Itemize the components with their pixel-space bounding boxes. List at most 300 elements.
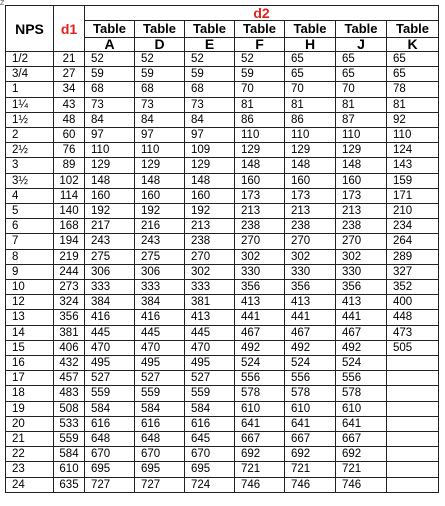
d1-cell: 273: [54, 280, 85, 295]
table-j-cell: 65: [336, 52, 387, 67]
table-e-cell: 559: [185, 386, 235, 401]
d1-cell: 114: [54, 188, 85, 203]
table-h-cell: 441: [285, 310, 336, 325]
nps-cell: 1¼: [6, 97, 54, 112]
table-h-cell: 467: [285, 325, 336, 340]
table-f-cell: 556: [235, 371, 285, 386]
table-a-cell: 52: [85, 52, 135, 67]
d1-cell: 457: [54, 371, 85, 386]
table-e-cell: 495: [185, 356, 235, 371]
table-e-cell: 381: [185, 295, 235, 310]
table-f-cell: 746: [235, 477, 285, 492]
table-row: [6, 462, 439, 477]
table-j-cell: 213: [336, 204, 387, 219]
table-k-cell: [387, 462, 439, 477]
table-a-cell: 727: [85, 477, 135, 492]
nps-cell: 3/4: [6, 67, 54, 82]
d1-cell: 610: [54, 462, 85, 477]
table-row: [6, 219, 439, 234]
table-e-cell: 527: [185, 371, 235, 386]
table-d-cell: 445: [135, 325, 185, 340]
table-row: [6, 112, 439, 127]
table-f-cell: 270: [235, 234, 285, 249]
table-e-cell: 333: [185, 280, 235, 295]
table-j-cell: 578: [336, 386, 387, 401]
table-d-cell: 68: [135, 82, 185, 97]
table-j-cell: 87: [336, 112, 387, 127]
table-a-cell: 670: [85, 447, 135, 462]
table-a-cell: 110: [85, 143, 135, 158]
table-f-cell: 413: [235, 295, 285, 310]
table-e-cell: 645: [185, 432, 235, 447]
table-k-cell: 65: [387, 52, 439, 67]
table-row: [6, 52, 439, 67]
table-row: [6, 401, 439, 416]
table-d-cell: 495: [135, 356, 185, 371]
table-j-cell: 746: [336, 477, 387, 492]
table-h-cell: 413: [285, 295, 336, 310]
table-k-cell: 264: [387, 234, 439, 249]
table-h-cell: 746: [285, 477, 336, 492]
table-k-cell: 81: [387, 97, 439, 112]
table-d-cell: 695: [135, 462, 185, 477]
table-j-cell: 302: [336, 249, 387, 264]
table-h-cell: 86: [285, 112, 336, 127]
table-row: [6, 447, 439, 462]
table-letter-h: H: [285, 38, 336, 52]
nps-cell: 23: [6, 462, 54, 477]
table-row: [6, 371, 439, 386]
table-d-cell: 275: [135, 249, 185, 264]
flange-dimension-table: [5, 5, 439, 493]
table-j-cell: 356: [336, 280, 387, 295]
nps-cell: 24: [6, 477, 54, 492]
table-a-cell: 129: [85, 158, 135, 173]
d1-cell: 102: [54, 173, 85, 188]
table-h-cell: 81: [285, 97, 336, 112]
table-row: [6, 67, 439, 82]
table-e-cell: 129: [185, 158, 235, 173]
table-f-cell: 610: [235, 401, 285, 416]
table-a-cell: 97: [85, 128, 135, 143]
table-j-cell: 129: [336, 143, 387, 158]
table-a-cell: 616: [85, 416, 135, 431]
table-f-cell: 173: [235, 188, 285, 203]
table-h-cell: 70: [285, 82, 336, 97]
table-row: [6, 310, 439, 325]
table-f-cell: 524: [235, 356, 285, 371]
d2-header: d2: [85, 6, 439, 21]
table-e-cell: 270: [185, 249, 235, 264]
nps-cell: 12: [6, 295, 54, 310]
d1-cell: 89: [54, 158, 85, 173]
table-d-cell: 559: [135, 386, 185, 401]
table-k-cell: 124: [387, 143, 439, 158]
table-e-cell: 302: [185, 264, 235, 279]
table-word-header: Table: [135, 21, 185, 38]
table-h-cell: 160: [285, 173, 336, 188]
table-h-cell: 173: [285, 188, 336, 203]
table-f-cell: 721: [235, 462, 285, 477]
table-f-cell: 641: [235, 416, 285, 431]
table-k-cell: 171: [387, 188, 439, 203]
table-f-cell: 692: [235, 447, 285, 462]
table-f-cell: 492: [235, 340, 285, 355]
nps-cell: 9: [6, 264, 54, 279]
table-row: [6, 128, 439, 143]
d1-cell: 381: [54, 325, 85, 340]
table-a-cell: 384: [85, 295, 135, 310]
table-k-cell: [387, 356, 439, 371]
nps-cell: 7: [6, 234, 54, 249]
table-d-cell: 470: [135, 340, 185, 355]
table-row: [6, 340, 439, 355]
table-a-cell: 416: [85, 310, 135, 325]
table-row: [6, 280, 439, 295]
table-d-cell: 527: [135, 371, 185, 386]
table-f-cell: 129: [235, 143, 285, 158]
table-a-cell: 160: [85, 188, 135, 203]
table-f-cell: 238: [235, 219, 285, 234]
nps-cell: 5: [6, 204, 54, 219]
table-d-cell: 216: [135, 219, 185, 234]
table-d-cell: 416: [135, 310, 185, 325]
table-h-cell: 610: [285, 401, 336, 416]
table-k-cell: 159: [387, 173, 439, 188]
table-f-cell: 110: [235, 128, 285, 143]
table-f-cell: 356: [235, 280, 285, 295]
table-f-cell: 160: [235, 173, 285, 188]
table-j-cell: 524: [336, 356, 387, 371]
table-j-cell: 173: [336, 188, 387, 203]
nps-cell: 8: [6, 249, 54, 264]
table-k-cell: 65: [387, 67, 439, 82]
nps-cell: 3½: [6, 173, 54, 188]
nps-cell: 17: [6, 371, 54, 386]
table-k-cell: 400: [387, 295, 439, 310]
table-h-cell: 524: [285, 356, 336, 371]
table-a-cell: 84: [85, 112, 135, 127]
table-letter-f: F: [235, 38, 285, 52]
table-a-cell: 695: [85, 462, 135, 477]
table-k-cell: [387, 386, 439, 401]
d1-cell: 34: [54, 82, 85, 97]
d1-cell: 168: [54, 219, 85, 234]
nps-cell: 19: [6, 401, 54, 416]
table-d-cell: 52: [135, 52, 185, 67]
table-j-cell: 330: [336, 264, 387, 279]
table-d-cell: 727: [135, 477, 185, 492]
table-j-cell: 270: [336, 234, 387, 249]
table-row: [6, 249, 439, 264]
table-a-cell: 243: [85, 234, 135, 249]
table-e-cell: 445: [185, 325, 235, 340]
table-e-cell: 584: [185, 401, 235, 416]
table-d-cell: 129: [135, 158, 185, 173]
corner-mark: Z: [0, 0, 5, 7]
table-j-cell: 492: [336, 340, 387, 355]
table-f-cell: 81: [235, 97, 285, 112]
table-h-cell: 556: [285, 371, 336, 386]
table-e-cell: 73: [185, 97, 235, 112]
table-row: [6, 325, 439, 340]
d1-cell: 508: [54, 401, 85, 416]
table-k-cell: 327: [387, 264, 439, 279]
table-word-header: Table: [336, 21, 387, 38]
table-a-cell: 68: [85, 82, 135, 97]
nps-cell: 2½: [6, 143, 54, 158]
table-a-cell: 527: [85, 371, 135, 386]
table-h-cell: 492: [285, 340, 336, 355]
table-d-cell: 148: [135, 173, 185, 188]
table-h-cell: 692: [285, 447, 336, 462]
table-k-cell: 210: [387, 204, 439, 219]
nps-cell: 1: [6, 82, 54, 97]
table-row: [6, 386, 439, 401]
table-a-cell: 333: [85, 280, 135, 295]
table-h-cell: 578: [285, 386, 336, 401]
table-row: [6, 158, 439, 173]
table-a-cell: 559: [85, 386, 135, 401]
table-e-cell: 192: [185, 204, 235, 219]
table-a-cell: 73: [85, 97, 135, 112]
table-k-cell: [387, 401, 439, 416]
table-j-cell: 692: [336, 447, 387, 462]
table-e-cell: 97: [185, 128, 235, 143]
table-k-cell: 110: [387, 128, 439, 143]
table-e-cell: 84: [185, 112, 235, 127]
d1-cell: 406: [54, 340, 85, 355]
d1-cell: 140: [54, 204, 85, 219]
table-j-cell: 467: [336, 325, 387, 340]
table-row: [6, 143, 439, 158]
table-f-cell: 52: [235, 52, 285, 67]
d1-cell: 244: [54, 264, 85, 279]
table-e-cell: 213: [185, 219, 235, 234]
table-f-cell: 86: [235, 112, 285, 127]
table-k-cell: [387, 371, 439, 386]
table-k-cell: 234: [387, 219, 439, 234]
nps-header: NPS: [6, 6, 54, 52]
table-h-cell: 302: [285, 249, 336, 264]
table-a-cell: 59: [85, 67, 135, 82]
table-j-cell: 70: [336, 82, 387, 97]
table-k-cell: 92: [387, 112, 439, 127]
table-d-cell: 73: [135, 97, 185, 112]
table-k-cell: [387, 447, 439, 462]
d1-cell: 356: [54, 310, 85, 325]
table-d-cell: 670: [135, 447, 185, 462]
table-h-cell: 110: [285, 128, 336, 143]
table-j-cell: 641: [336, 416, 387, 431]
flange-dimension-table-frame: [5, 5, 438, 493]
table-f-cell: 467: [235, 325, 285, 340]
table-h-cell: 667: [285, 432, 336, 447]
d1-cell: 324: [54, 295, 85, 310]
table-d-cell: 243: [135, 234, 185, 249]
table-a-cell: 584: [85, 401, 135, 416]
d1-cell: 48: [54, 112, 85, 127]
table-a-cell: 445: [85, 325, 135, 340]
table-e-cell: 470: [185, 340, 235, 355]
table-e-cell: 724: [185, 477, 235, 492]
table-letter-k: K: [387, 38, 439, 52]
table-f-cell: 70: [235, 82, 285, 97]
d1-cell: 194: [54, 234, 85, 249]
table-a-cell: 495: [85, 356, 135, 371]
table-word-header: Table: [285, 21, 336, 38]
table-a-cell: 306: [85, 264, 135, 279]
table-e-cell: 52: [185, 52, 235, 67]
table-h-cell: 270: [285, 234, 336, 249]
table-h-cell: 330: [285, 264, 336, 279]
table-d-cell: 97: [135, 128, 185, 143]
table-k-cell: [387, 477, 439, 492]
table-d-cell: 306: [135, 264, 185, 279]
table-h-cell: 213: [285, 204, 336, 219]
table-letter-a: A: [85, 38, 135, 52]
table-f-cell: 330: [235, 264, 285, 279]
d1-cell: 21: [54, 52, 85, 67]
table-row: [6, 477, 439, 492]
table-k-cell: [387, 432, 439, 447]
table-j-cell: 413: [336, 295, 387, 310]
nps-cell: 1½: [6, 112, 54, 127]
table-k-cell: 448: [387, 310, 439, 325]
table-j-cell: 110: [336, 128, 387, 143]
table-h-cell: 129: [285, 143, 336, 158]
table-k-cell: 289: [387, 249, 439, 264]
d1-cell: 533: [54, 416, 85, 431]
d1-header: d1: [54, 6, 85, 52]
nps-cell: 10: [6, 280, 54, 295]
nps-cell: 14: [6, 325, 54, 340]
table-f-cell: 148: [235, 158, 285, 173]
table-j-cell: 65: [336, 67, 387, 82]
d1-cell: 219: [54, 249, 85, 264]
d1-cell: 635: [54, 477, 85, 492]
table-j-cell: 667: [336, 432, 387, 447]
d1-cell: 559: [54, 432, 85, 447]
table-row: [6, 416, 439, 431]
table-j-cell: 441: [336, 310, 387, 325]
table-h-cell: 148: [285, 158, 336, 173]
table-letter-j: J: [336, 38, 387, 52]
table-h-cell: 238: [285, 219, 336, 234]
table-row: [6, 173, 439, 188]
table-d-cell: 333: [135, 280, 185, 295]
d1-cell: 27: [54, 67, 85, 82]
d1-cell: 76: [54, 143, 85, 158]
table-e-cell: 695: [185, 462, 235, 477]
table-j-cell: 610: [336, 401, 387, 416]
table-d-cell: 584: [135, 401, 185, 416]
table-d-cell: 192: [135, 204, 185, 219]
table-d-cell: 384: [135, 295, 185, 310]
table-word-header: Table: [235, 21, 285, 38]
table-e-cell: 68: [185, 82, 235, 97]
table-e-cell: 413: [185, 310, 235, 325]
nps-cell: 3: [6, 158, 54, 173]
d1-cell: 584: [54, 447, 85, 462]
nps-cell: 18: [6, 386, 54, 401]
table-k-cell: 505: [387, 340, 439, 355]
table-d-cell: 648: [135, 432, 185, 447]
table-e-cell: 59: [185, 67, 235, 82]
table-h-cell: 356: [285, 280, 336, 295]
table-word-header: Table: [387, 21, 439, 38]
table-j-cell: 556: [336, 371, 387, 386]
table-h-cell: 65: [285, 67, 336, 82]
d1-cell: 483: [54, 386, 85, 401]
table-row: [6, 97, 439, 112]
d1-cell: 43: [54, 97, 85, 112]
nps-cell: 13: [6, 310, 54, 325]
table-f-cell: 578: [235, 386, 285, 401]
d1-cell: 60: [54, 128, 85, 143]
table-j-cell: 238: [336, 219, 387, 234]
table-row: [6, 204, 439, 219]
header-row-1: [6, 6, 439, 21]
table-a-cell: 275: [85, 249, 135, 264]
table-j-cell: 81: [336, 97, 387, 112]
table-d-cell: 110: [135, 143, 185, 158]
nps-cell: 15: [6, 340, 54, 355]
d1-cell: 432: [54, 356, 85, 371]
table-j-cell: 160: [336, 173, 387, 188]
table-row: [6, 295, 439, 310]
nps-cell: 2: [6, 128, 54, 143]
table-d-cell: 59: [135, 67, 185, 82]
table-j-cell: 148: [336, 158, 387, 173]
table-row: [6, 356, 439, 371]
table-a-cell: 648: [85, 432, 135, 447]
nps-cell: 16: [6, 356, 54, 371]
nps-cell: 6: [6, 219, 54, 234]
table-h-cell: 641: [285, 416, 336, 431]
table-d-cell: 84: [135, 112, 185, 127]
table-d-cell: 616: [135, 416, 185, 431]
table-letter-d: D: [135, 38, 185, 52]
table-word-header: Table: [85, 21, 135, 38]
table-k-cell: 352: [387, 280, 439, 295]
table-row: [6, 188, 439, 203]
nps-cell: 22: [6, 447, 54, 462]
table-e-cell: 148: [185, 173, 235, 188]
table-body: [6, 52, 439, 493]
table-h-cell: 65: [285, 52, 336, 67]
table-row: [6, 432, 439, 447]
table-e-cell: 238: [185, 234, 235, 249]
table-row: [6, 264, 439, 279]
nps-cell: 20: [6, 416, 54, 431]
table-f-cell: 59: [235, 67, 285, 82]
table-h-cell: 721: [285, 462, 336, 477]
table-k-cell: 78: [387, 82, 439, 97]
table-e-cell: 616: [185, 416, 235, 431]
nps-cell: 21: [6, 432, 54, 447]
table-letter-e: E: [185, 38, 235, 52]
table-f-cell: 213: [235, 204, 285, 219]
table-f-cell: 302: [235, 249, 285, 264]
table-e-cell: 109: [185, 143, 235, 158]
table-k-cell: 473: [387, 325, 439, 340]
table-a-cell: 217: [85, 219, 135, 234]
table-word-header: Table: [185, 21, 235, 38]
table-a-cell: 148: [85, 173, 135, 188]
table-k-cell: 143: [387, 158, 439, 173]
table-a-cell: 192: [85, 204, 135, 219]
